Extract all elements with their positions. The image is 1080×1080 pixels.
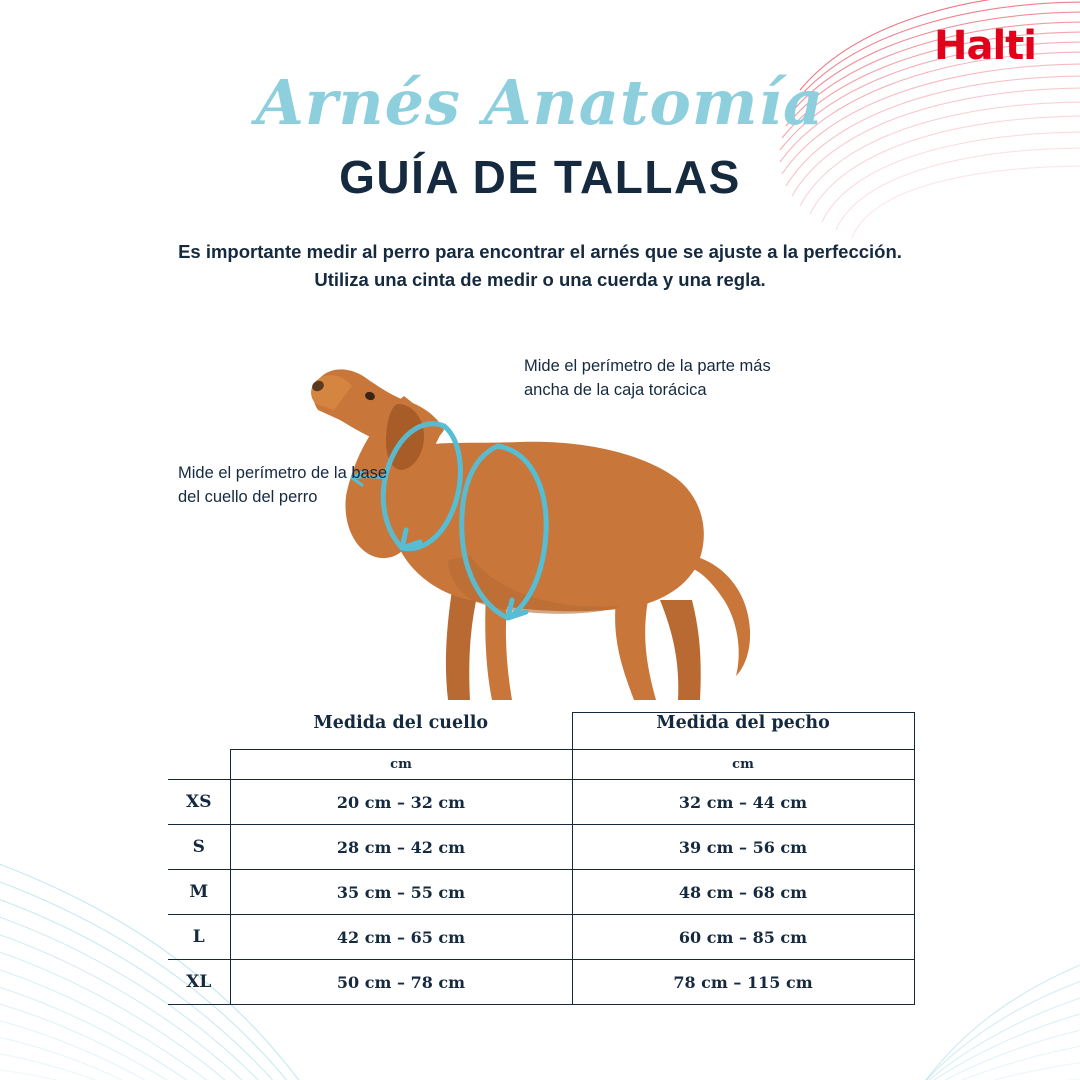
size-table — [168, 712, 915, 1005]
chest-value-s: 39 cm – 56 cm — [572, 825, 914, 870]
table-header-corner — [168, 713, 230, 750]
subtitle-line-1: Es importante medir al perro para encontrar el arnés que se ajuste a la perfección. — [178, 241, 902, 262]
size-label-s: S — [168, 825, 230, 870]
callout-chest-text: Mide el perímetro de la parte más ancha de la caja torácica — [524, 357, 771, 399]
size-label-xs: XS — [168, 780, 230, 825]
page-title: GUÍA DE TALLAS — [339, 151, 741, 203]
neck-value-xl: 50 cm – 78 cm — [230, 960, 572, 1005]
page-subtitle — [90, 238, 990, 294]
table-row — [168, 825, 914, 870]
brand-logo: Halti — [933, 23, 1036, 69]
chest-value-m: 48 cm – 68 cm — [572, 870, 914, 915]
table-unit-chest: cm — [572, 750, 914, 780]
table-header-row — [168, 713, 914, 750]
table-unit-neck: cm — [230, 750, 572, 780]
subtitle-line-2: Utiliza una cinta de medir o una cuerda y una regla. — [314, 268, 766, 290]
table-header-chest: Medida del pecho — [572, 713, 914, 750]
table-row — [168, 780, 914, 825]
neck-value-s: 28 cm – 42 cm — [230, 825, 572, 870]
table-row — [168, 960, 914, 1005]
table-header-neck: Medida del cuello — [230, 713, 572, 750]
size-label-xl: XL — [168, 960, 230, 1005]
chest-value-xs: 32 cm – 44 cm — [572, 780, 914, 825]
size-label-l: L — [168, 915, 230, 960]
size-table-wrapper — [168, 712, 914, 1005]
table-row — [168, 870, 914, 915]
table-row — [168, 915, 914, 960]
neck-value-l: 42 cm – 65 cm — [230, 915, 572, 960]
table-unit-row — [168, 750, 914, 780]
table-unit-corner — [168, 750, 230, 780]
dog-figure — [310, 369, 750, 700]
page-title-script: Arnés Anatomía — [255, 66, 825, 139]
chest-value-l: 60 cm – 85 cm — [572, 915, 914, 960]
measurement-illustration — [0, 300, 1080, 700]
chest-value-xl: 78 cm – 115 cm — [572, 960, 914, 1005]
neck-value-m: 35 cm – 55 cm — [230, 870, 572, 915]
neck-value-xs: 20 cm – 32 cm — [230, 780, 572, 825]
callout-neck-text: Mide el perímetro de la base del cuello del perro — [178, 464, 388, 506]
size-label-m: M — [168, 870, 230, 915]
